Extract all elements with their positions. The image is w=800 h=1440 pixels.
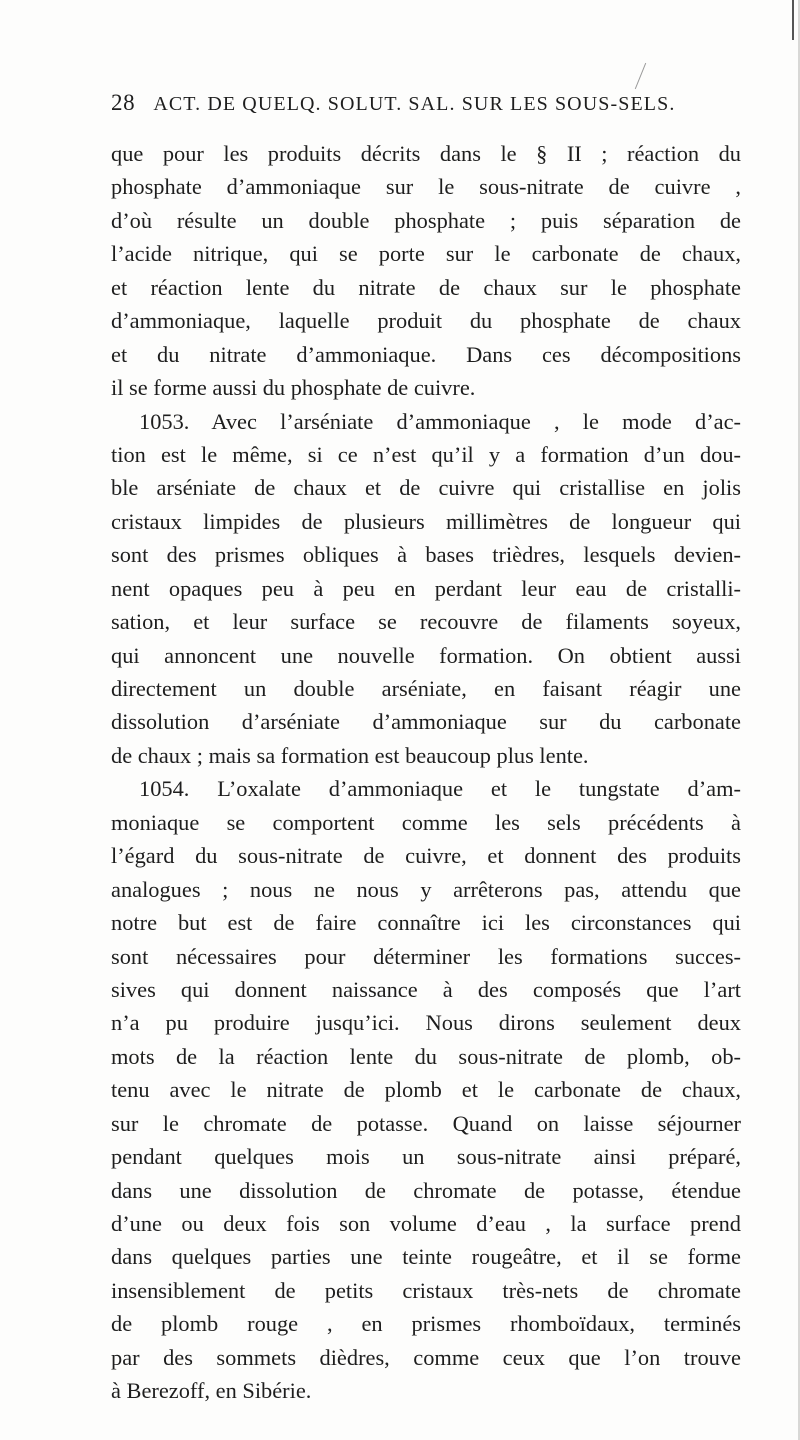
paragraph-1054-start: 1054. L’oxalate d’ammoniaque et le tungstate d’am- (139, 776, 741, 802)
text-line: n’a pu produire jusqu’ici. Nous dirons seulement deux (111, 1010, 741, 1036)
text-line: tenu avec le nitrate de plomb et le carbonate de chaux, (111, 1077, 741, 1103)
text-line: phosphate d’ammoniaque sur le sous-nitrate de cuivre , (111, 174, 741, 200)
text-line: d’ammoniaque, laquelle produit du phosphate de chaux (111, 308, 741, 334)
text-line: insensiblement de petits cristaux très-nets de chromate (111, 1277, 741, 1303)
text-line: dans une dissolution de chromate de potasse, étendue (111, 1177, 741, 1203)
text-line: pendant quelques mois un sous-nitrate ainsi préparé, (111, 1144, 741, 1170)
paragraph-1053-start: 1053. Avec l’arséniate d’ammoniaque , le mode d’ac- (139, 408, 741, 434)
text-line: analogues ; nous ne nous y arrêterons pas, attendu que (111, 876, 741, 902)
text-line: ble arséniate de chaux et de cuivre qui cristallise en jolis (111, 475, 741, 501)
text-line: il se forme aussi du phosphate de cuivre. (111, 375, 476, 401)
text-line: directement un double arséniate, en faisant réagir une (111, 676, 741, 701)
text-line: sur le chromate de potasse. Quand on laisse séjourner (111, 1110, 741, 1136)
text-line: à Berezoff, en Sibérie. (111, 1378, 312, 1404)
text-line: de chaux ; mais sa formation est beaucoup plus lente. (111, 742, 589, 768)
text-line: de plomb rouge , en prismes rhomboïdaux, terminés (111, 1311, 741, 1337)
text-line: d’une ou deux fois son volume d’eau , la surface prend (111, 1211, 741, 1236)
text-line: par des sommets dièdres, comme ceux que l’on trouve (111, 1344, 741, 1370)
text-line: et réaction lente du nitrate de chaux sur le phosphate (111, 274, 741, 300)
text-line: dans quelques parties une teinte rougeâtre, et il se forme (111, 1244, 741, 1270)
text-line: qui annoncent une nouvelle formation. On obtient aussi (111, 642, 741, 668)
text-line: d’où résulte un double phosphate ; puis séparation de (111, 207, 741, 233)
text-line: sont nécessaires pour déterminer les formations succes- (111, 943, 741, 969)
text-line: et du nitrate d’ammoniaque. Dans ces décompositions (111, 341, 741, 367)
text-line: l’égard du sous-nitrate de cuivre, et donnent des produits (111, 843, 741, 869)
text-line: notre but est de faire connaître ici les circonstances qui (111, 910, 741, 936)
text-line: dissolution d’arséniate d’ammoniaque sur du carbonate (111, 709, 741, 735)
page-edge-mark (792, 0, 794, 40)
text-line: sives qui donnent naissance à des composés que l’art (111, 976, 741, 1002)
running-head: ACT. DE QUELQ. SOLUT. SAL. SUR LES SOUS-SELS. (153, 93, 676, 115)
body-text (111, 137, 741, 1408)
text-line: sont des prismes obliques à bases trièdres, lesquels devien- (111, 542, 741, 568)
page-number: 28 (111, 90, 136, 115)
text-line: moniaque se comportent comme les sels précédents à (111, 809, 741, 835)
text-line: nent opaques peu à peu en perdant leur eau de cristalli- (111, 575, 741, 601)
text-line: l’acide nitrique, qui se porte sur le carbonate de chaux, (111, 241, 741, 267)
pencil-mark (635, 63, 646, 89)
text-line: tion est le même, si ce n’est qu’il y a formation d’un dou- (111, 441, 741, 467)
text-line: que pour les produits décrits dans le § II ; réaction du (111, 141, 741, 166)
text-line: sation, et leur surface se recouvre de filaments soyeux, (111, 609, 741, 635)
text-line: mots de la réaction lente du sous-nitrate de plomb, ob- (111, 1043, 741, 1069)
text-line: cristaux limpides de plusieurs millimètres de longueur qui (111, 508, 741, 534)
page-header (111, 90, 741, 116)
